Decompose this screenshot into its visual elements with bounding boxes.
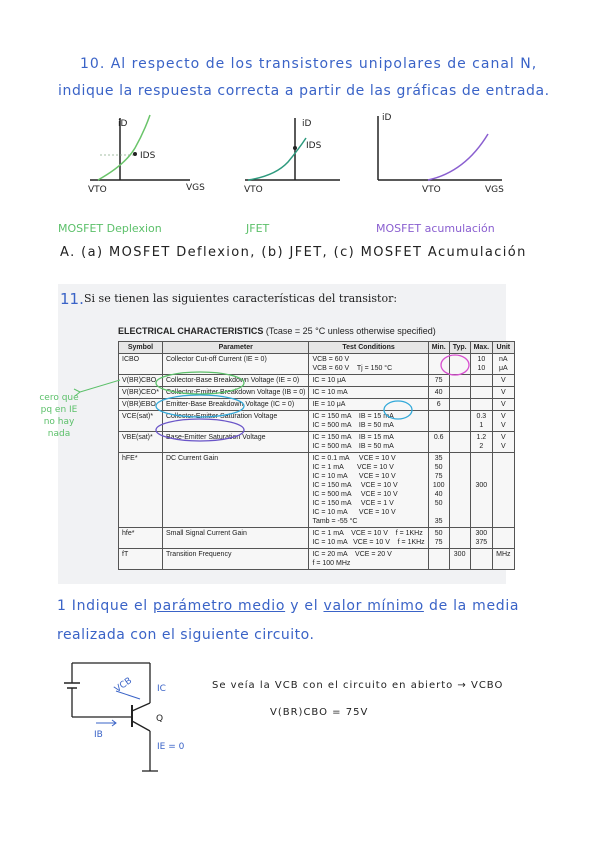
cell-parameter: Base-Emitter Saturation Voltage [162,432,308,453]
cell-symbol: VBE(sat)* [119,432,163,453]
vcb-label: VCB [113,676,135,695]
cell-min: 50 75 [428,528,449,549]
cell-symbol: fT [119,549,163,570]
cell-conditions: IC = 20 mA VCE = 20 V f = 100 MHz [309,549,428,570]
cell-unit: V [493,375,514,387]
cell-symbol: VCE(sat)* [119,411,163,432]
question-10-line1: 10. Al respecto de los transistores unipolares de canal N, [80,56,538,72]
cell-max: 0.3 1 [470,411,493,432]
cell-parameter: Emitter-Base Breakdown Voltage (IC = 0) [162,399,308,411]
question-10-line2: indique la respuesta correcta a partir de las gráficas de entrada. [58,83,550,99]
cell-min: 0.6 [428,432,449,453]
cell-unit: V V [493,411,514,432]
header-min: Min. [428,342,449,354]
graph-a-point-label: IDS [140,151,156,161]
cell-min: 40 [428,387,449,399]
cell-parameter: Collector-Base Breakdown Voltage (IE = 0) [162,375,308,387]
cell-symbol: V(BR)CEO* [119,387,163,399]
graph-c-origin-label: VTO [422,185,441,195]
header-test-conditions: Test Conditions [309,342,428,354]
graph-b-y-label: iD [302,119,312,129]
cell-parameter: DC Current Gain [162,453,308,528]
cell-min: 35 50 75 100 40 50 35 [428,453,449,528]
q-label: Q [156,714,164,724]
q1-part-b: parámetro medio [153,598,286,614]
cell-symbol: hfe* [119,528,163,549]
cell-conditions: IC = 150 mA IB = 15 mA IC = 500 mA IB = 50 mA [309,411,428,432]
graph-b-point-label: IDS [306,141,322,151]
question-11-text: Si se tienen las siguientes características del transistor: [84,292,398,305]
cell-typ: 300 [449,549,470,570]
cell-symbol: V(BR)EBO [119,399,163,411]
cell-conditions: IC = 10 μA [309,375,428,387]
header-unit: Unit [493,342,514,354]
cell-conditions: VCB = 60 V VCB = 60 V Tj = 150 °C [309,354,428,375]
cell-symbol: hFE* [119,453,163,528]
note-line-1: Se veía la VCB con el circuito en abierto → VCBO [212,680,504,691]
header-max: Max. [470,342,493,354]
ic-label: IC [157,684,166,694]
graph-name-c: MOSFET acumulación [376,222,495,235]
question-1-line2: realizada con el siguiente circuito. [57,627,315,643]
cell-parameter: Collector Cut-off Current (IE = 0) [162,354,308,375]
graph-name-b: JFET [246,222,270,235]
graph-name-a: MOSFET Deplexion [58,222,162,235]
circle-min-40 [384,401,412,419]
ib-label: IB [94,730,103,740]
cell-parameter: Transition Frequency [162,549,308,570]
circuit-diagram [60,655,200,785]
q1-part-e: de la media [423,598,520,614]
cell-unit: V [493,387,514,399]
cell-conditions: IC = 150 mA IB = 15 mA IC = 500 mA IB = 50 mA [309,432,428,453]
cell-symbol: ICBO [119,354,163,375]
ie-label: IE = 0 [157,742,185,752]
header-parameter: Parameter [162,342,308,354]
ec-title: ELECTRICAL CHARACTERISTICS [118,326,264,336]
graph-a-x-label: VGS [186,183,205,193]
graph-c-x-label: VGS [485,185,504,195]
margin-note: cero que pq en IE no hay nada [39,393,79,439]
cell-parameter: Small Signal Current Gain [162,528,308,549]
graph-a-y-label: iD [118,119,128,129]
cell-unit: V [493,399,514,411]
graph-a-origin-label: VTO [88,185,107,195]
cell-unit: nA μA [493,354,514,375]
circle-vbrebo [156,419,244,441]
circle-max-icbo [441,355,469,375]
circle-vbrcbo [156,372,244,394]
cell-max: 1.2 2 [470,432,493,453]
cell-min: 75 [428,375,449,387]
note-line-2: V(BR)CBO = 75V [270,707,369,718]
question-11-number: 11. [60,290,84,308]
cell-max: 10 10 [470,354,493,375]
graph-b-origin-label: VTO [244,185,263,195]
q1-part-a: 1 Indique el [57,598,154,614]
ec-condition: (Tcase = 25 °C unless otherwise specified) [265,326,436,336]
q1-part-c: y el [285,598,324,614]
cell-unit: V V [493,432,514,453]
header-symbol: Symbol [119,342,163,354]
cell-min: 6 [428,399,449,411]
question-1-line1 [57,598,519,614]
cell-unit: MHz [493,549,514,570]
cell-parameter: Collector-Emitter Saturation Voltage [162,411,308,432]
cell-parameter: Collector-Emitter Breakdown Voltage (IB = 0) [162,387,308,399]
q1-part-d: valor mínimo [323,598,424,614]
graph-c-y-label: iD [382,113,392,123]
cell-max: 300 [470,453,493,528]
cell-max: 300 375 [470,528,493,549]
header-typ: Typ. [449,342,470,354]
cell-conditions: IC = 0.1 mA VCE = 10 V IC = 1 mA VCE = 10 V IC = 10 mA VCE = 10 V IC = 150 mA VCE = 10 V IC = 500 mA VCE = 10 V IC = 150 mA VCE = 1 V IC = 10 mA VCE = 10 V Tamb = -55 °C [309,453,428,528]
cell-conditions: IE = 10 μA [309,399,428,411]
cell-symbol: V(BR)CBO [119,375,163,387]
circle-vbrceo [156,395,244,417]
cell-conditions: IC = 1 mA VCE = 10 V f = 1KHz IC = 10 mA VCE = 10 V f = 1KHz [309,528,428,549]
answer-10: A. (a) MOSFET Deflexion, (b) JFET, (c) MOSFET Acumulación [60,245,527,260]
cell-conditions: IC = 10 mA [309,387,428,399]
